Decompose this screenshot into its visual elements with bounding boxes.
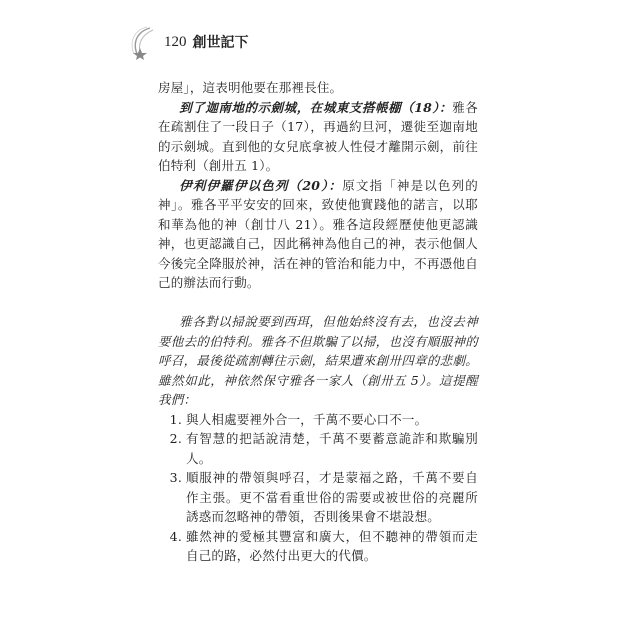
paragraph bbox=[158, 98, 478, 176]
list-item bbox=[158, 527, 478, 566]
paragraph bbox=[158, 176, 478, 293]
section-application bbox=[158, 312, 478, 566]
list-number: 1. bbox=[169, 411, 182, 427]
list-item bbox=[158, 468, 478, 527]
page-number: 120 bbox=[164, 33, 187, 50]
list-number: 3. bbox=[169, 470, 182, 485]
list-text: 有智慧的把話說清楚，千萬不要蓄意詭詐和欺騙別人。 bbox=[186, 431, 478, 466]
paragraph: 雅各對以掃說要到西珥，但他始終沒有去，也沒去神要他去的伯特利。雅各不但欺騙了以掃，也沒有順服神的呼召，最後從疏割轉往示劍，結果遭來創卅四章的悲劇。雖然如此，神依然保守雅各一家人（創卅五 5）。這提醒我們： bbox=[158, 314, 478, 407]
section-commentary bbox=[158, 78, 478, 293]
list-text: 雖然神的愛極其豐富和廣大，但不聽神的帶領而走自己的路，必然付出更大的代價。 bbox=[186, 528, 478, 563]
verse-heading: 到了迦南地的示劍城，在城東支搭帳棚（18）： bbox=[179, 99, 453, 115]
shooting-star-icon bbox=[128, 24, 162, 60]
list-text: 與人相處要裡外合一，千萬不要心口不一。 bbox=[186, 411, 428, 427]
paragraph: 房屋」，這表明他要在那裡長住。 bbox=[158, 80, 343, 95]
list-number: 2. bbox=[169, 431, 182, 446]
list-number: 4. bbox=[169, 528, 182, 544]
lesson-list bbox=[158, 410, 478, 566]
list-text: 順服神的帶領與呼召，才是蒙福之路，千萬不要自作主張。更不當看重世俗的需要或被世俗的亮麗所誘惑而忽略神的帶領，否則後果會不堪設想。 bbox=[186, 470, 478, 524]
running-title: 創世記下 bbox=[192, 35, 249, 51]
list-item bbox=[158, 410, 478, 430]
verse-heading: 伊利伊羅伊以色列（20）： bbox=[179, 177, 343, 193]
paragraph-text: 雅各在疏割住了一段日子（17），再過約旦河，遷徙至迦南地的示劍城。直到他的女兒底拿被人性侵才離開示劍，前往伯特利（創卅五 1）。 bbox=[158, 99, 479, 173]
page-header bbox=[128, 22, 249, 62]
list-item bbox=[158, 429, 478, 468]
paragraph-text: 原文指「神是以色列的神」。雅各平平安安的回來，致使他實踐他的諾言，以耶和華為他的神（創廿八 21）。雅各這段經歷使他更認識神，也更認識自己，因此稱神為他自己的神，表示他個人今後完全降服於神，活在神的管治和能力中，不再憑他自己的辦法而行動。 bbox=[158, 177, 478, 290]
